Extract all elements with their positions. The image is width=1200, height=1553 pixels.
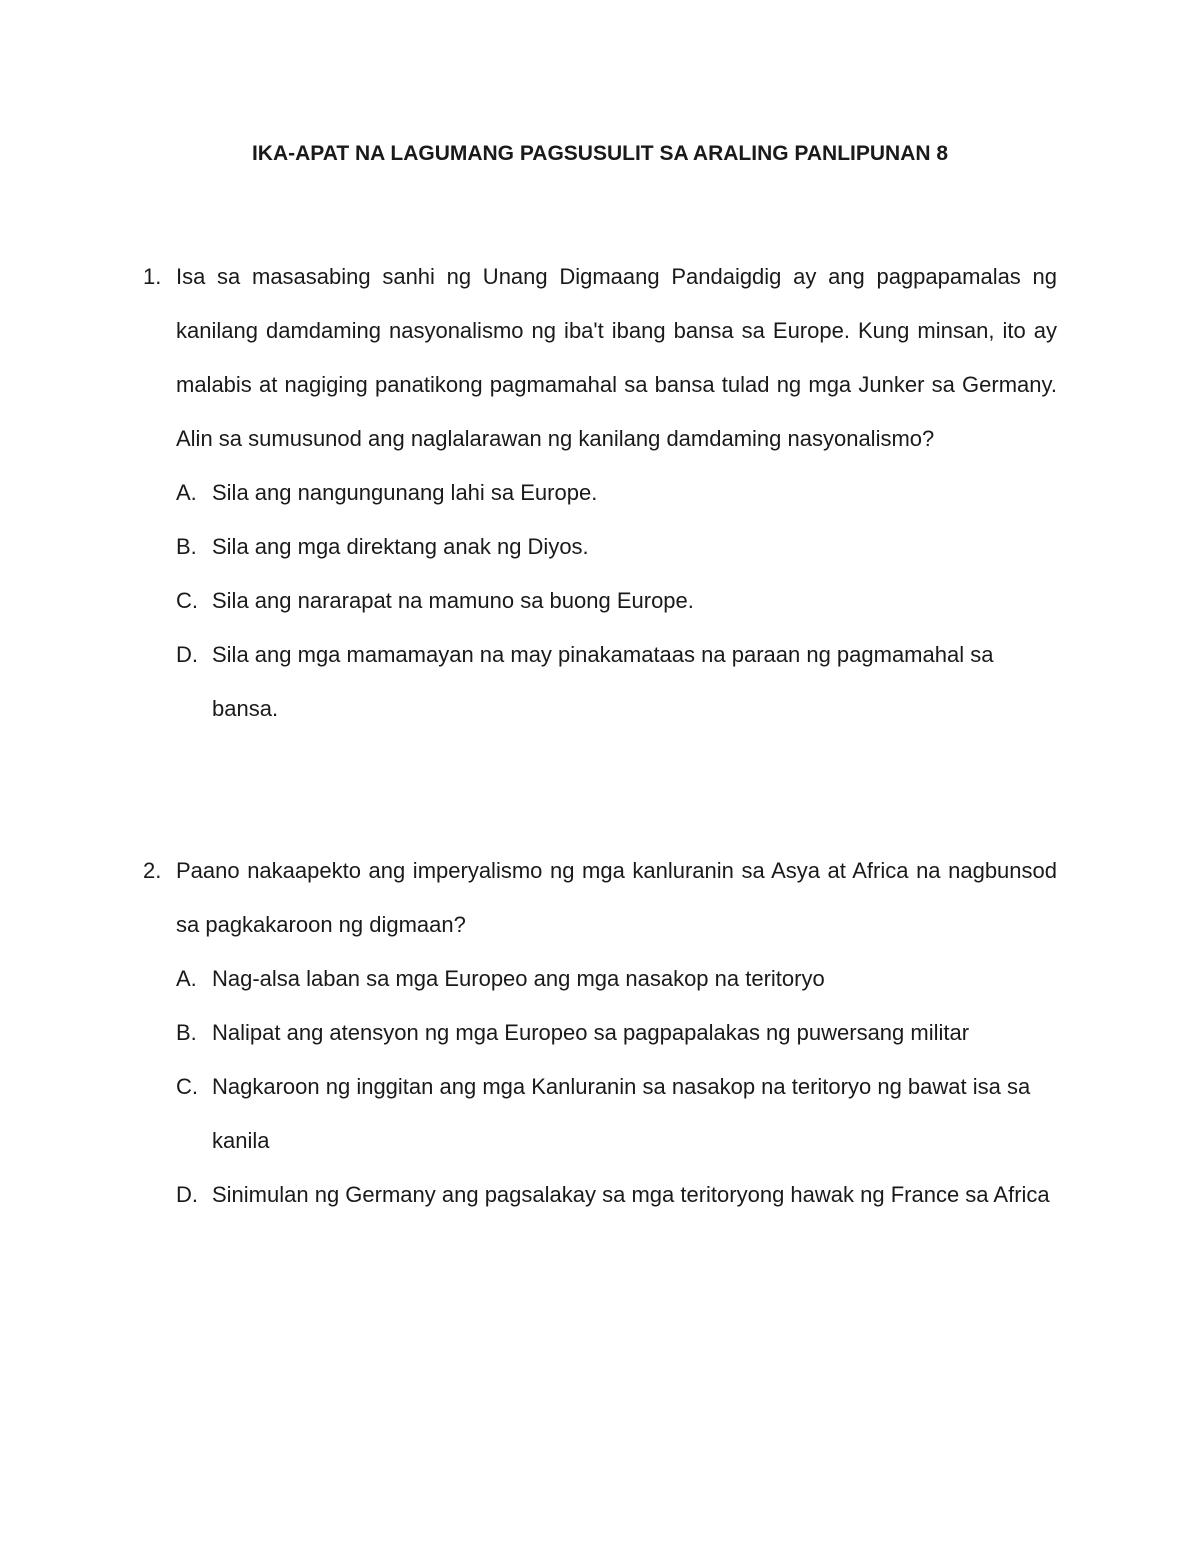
option-letter: C. [176,1074,198,1099]
option-text: Sila ang nararapat na mamuno sa buong Europe. [212,588,694,613]
option-text: Nalipat ang atensyon ng mga Europeo sa pagpapalakas ng puwersang militar [212,1020,970,1045]
answer-options [143,952,1057,1222]
question-stem [143,250,1057,466]
option-d [143,628,1057,736]
option-b [143,1006,1057,1060]
question-number: 1. [143,264,162,289]
option-letter: B. [176,534,197,559]
question-1 [143,250,1057,736]
option-c [143,574,1057,628]
option-letter: D. [176,642,198,667]
page-title: IKA-APAT NA LAGUMANG PAGSUSULIT SA ARALING PANLIPUNAN 8 [251,142,949,165]
answer-options [143,466,1057,736]
option-letter: A. [176,480,197,505]
option-text: Nag-alsa laban sa mga Europeo ang mga nasakop na teritoryo [212,966,825,991]
question-stem [143,844,1057,952]
option-d [143,1168,1057,1222]
option-a [143,952,1057,1006]
option-a [143,466,1057,520]
question-2 [143,844,1057,1222]
option-text: Sila ang mga mamamayan na may pinakamataas na paraan ng pagmamahal sa bansa. [212,642,994,721]
option-text: Sila ang nangungunang lahi sa Europe. [212,480,598,505]
question-text: Paano nakaapekto ang imperyalismo ng mga kanluranin sa Asya at Africa na nagbunsod sa pagkakaroon ng digmaan? [176,858,1057,937]
option-c [143,1060,1057,1168]
option-text: Sila ang mga direktang anak ng Diyos. [212,534,589,559]
question-text: Isa sa masasabing sanhi ng Unang Digmaang Pandaigdig ay ang pagpapamalas ng kanilang damdaming nasyonalismo ng iba't ibang bansa sa Europe. Kung minsan, ito ay malabis at nagiging panatikong pagmamahal sa bansa tulad ng mga Junker sa Germany. Alin sa sumusunod ang naglalarawan ng kanilang damdaming nasyonalismo? [176,264,1057,451]
option-text: Sinimulan ng Germany ang pagsalakay sa mga teritoryong hawak ng France sa Africa [212,1182,1050,1207]
option-letter: B. [176,1020,197,1045]
question-number: 2. [143,858,162,883]
option-text: Nagkaroon ng inggitan ang mga Kanluranin sa nasakop na teritoryo ng bawat isa sa kanila [212,1074,1031,1153]
option-letter: C. [176,588,198,613]
option-letter: A. [176,966,197,991]
option-letter: D. [176,1182,198,1207]
option-b [143,520,1057,574]
